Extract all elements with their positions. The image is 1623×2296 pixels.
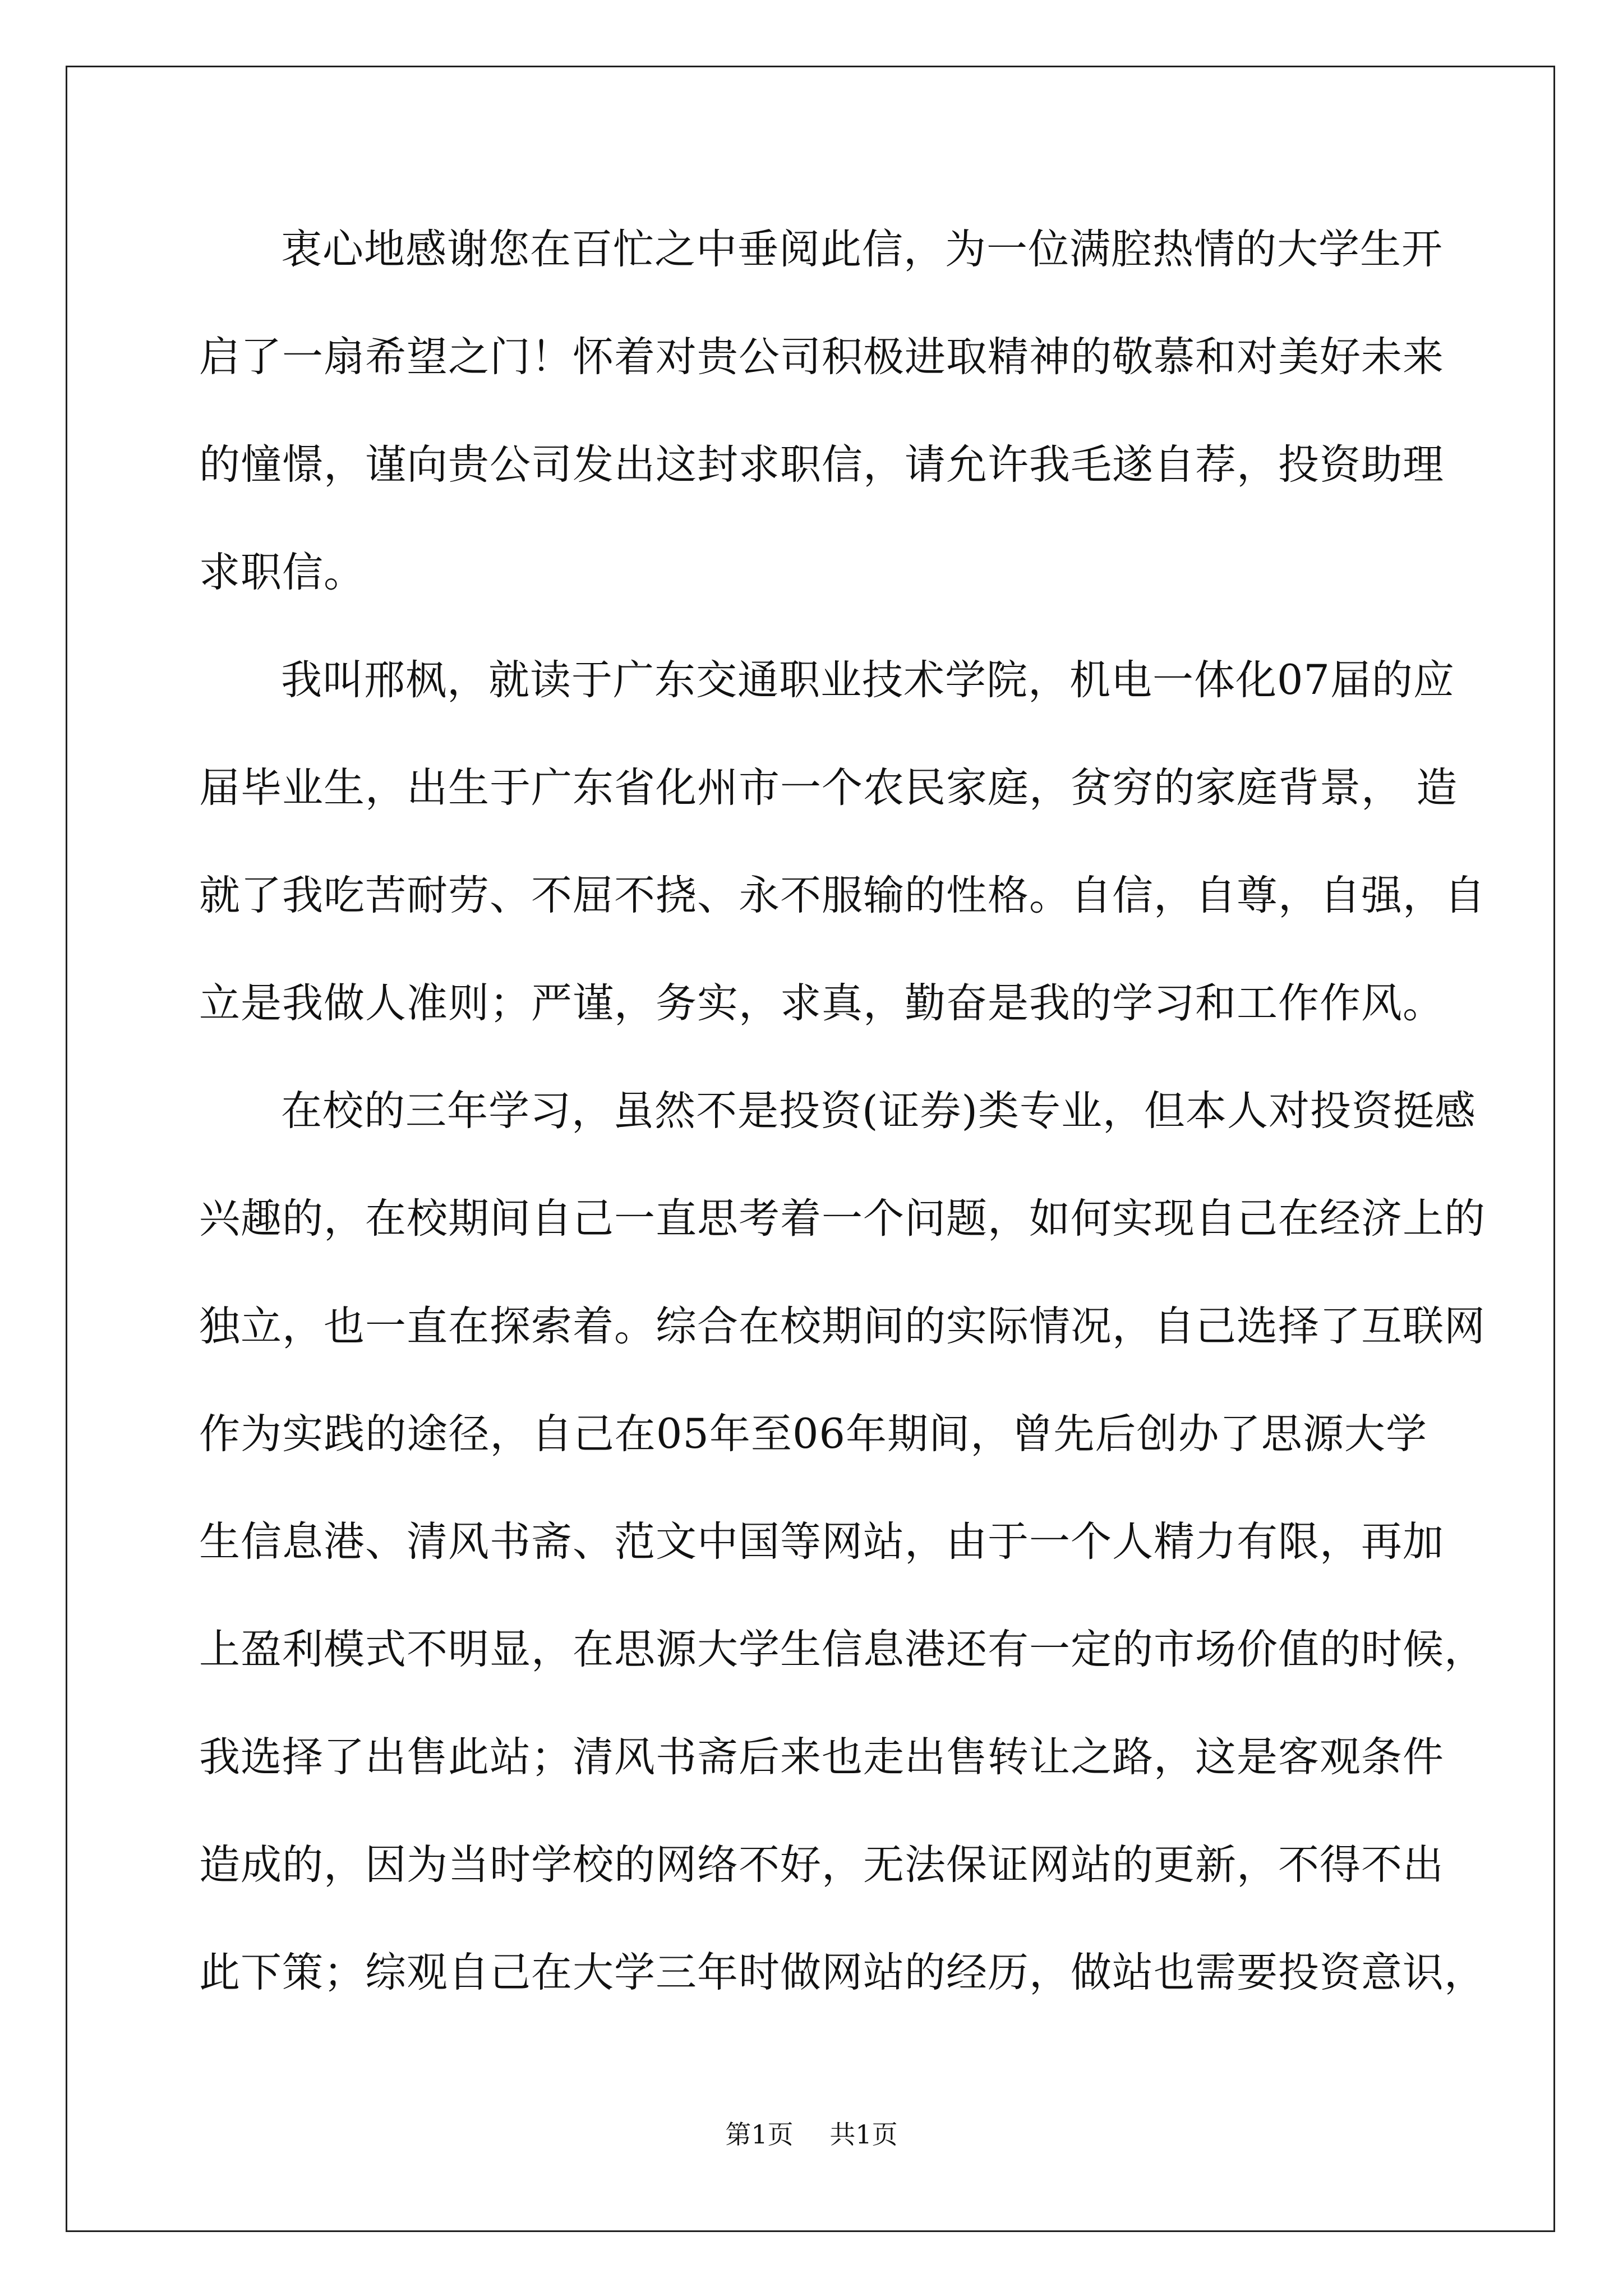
text-line: 在校的三年学习，虽然不是投资(证券)类专业，但本人对投资挺感 [281, 1087, 1476, 1135]
page-number-total: 共1页 [829, 2119, 898, 2150]
letter-body [199, 222, 1486, 2053]
text-line: 此下策；综观自己在大学三年时做网站的经历，做站也需要投资意识， [199, 1949, 1486, 1996]
text-line: 独立，也一直在探索着。综合在校期间的实际情况，自己选择了互联网 [199, 1303, 1486, 1350]
text-line: 就了我吃苦耐劳、不屈不挠、永不服输的性格。自信，自尊，自强，自 [199, 872, 1486, 919]
text-line: 衷心地感谢您在百忙之中垂阅此信，为一位满腔热情的大学生开 [281, 226, 1443, 273]
text-line: 上盈利模式不明显，在思源大学生信息港还有一定的市场价值的时候， [199, 1626, 1486, 1673]
text-line: 我叫邢枫，就读于广东交通职业技术学院，机电一体化07届的应 [281, 656, 1455, 704]
text-line: 启了一扇希望之门！怀着对贵公司积极进取精神的敬慕和对美好未来 [199, 333, 1444, 381]
page-number-current: 第1页 [725, 2119, 794, 2150]
text-line: 立是我做人准则；严谨，务实，求真，勤奋是我的学习和工作作风。 [199, 979, 1444, 1027]
page-footer [0, 2118, 1623, 2151]
text-line: 我选择了出售此站；清风书斋后来也走出售转让之路，这是客观条件 [199, 1733, 1444, 1781]
text-line: 的憧憬，谨向贵公司发出这封求职信，请允许我毛遂自荐，投资助理 [199, 441, 1444, 489]
text-line: 届毕业生，出生于广东省化州市一个农民家庭，贫穷的家庭背景， 造 [199, 764, 1458, 812]
text-line: 作为实践的途径，自己在05年至06年期间，曾先后创办了思源大学 [199, 1410, 1427, 1458]
text-line: 造成的，因为当时学校的网络不好，无法保证网站的更新，不得不出 [199, 1841, 1444, 1889]
text-line: 求职信。 [199, 549, 365, 596]
text-line: 兴趣的，在校期间自己一直思考着一个问题，如何实现自己在经济上的 [199, 1195, 1486, 1243]
text-line: 生信息港、清风书斋、范文中国等网站，由于一个人精力有限，再加 [199, 1518, 1444, 1566]
